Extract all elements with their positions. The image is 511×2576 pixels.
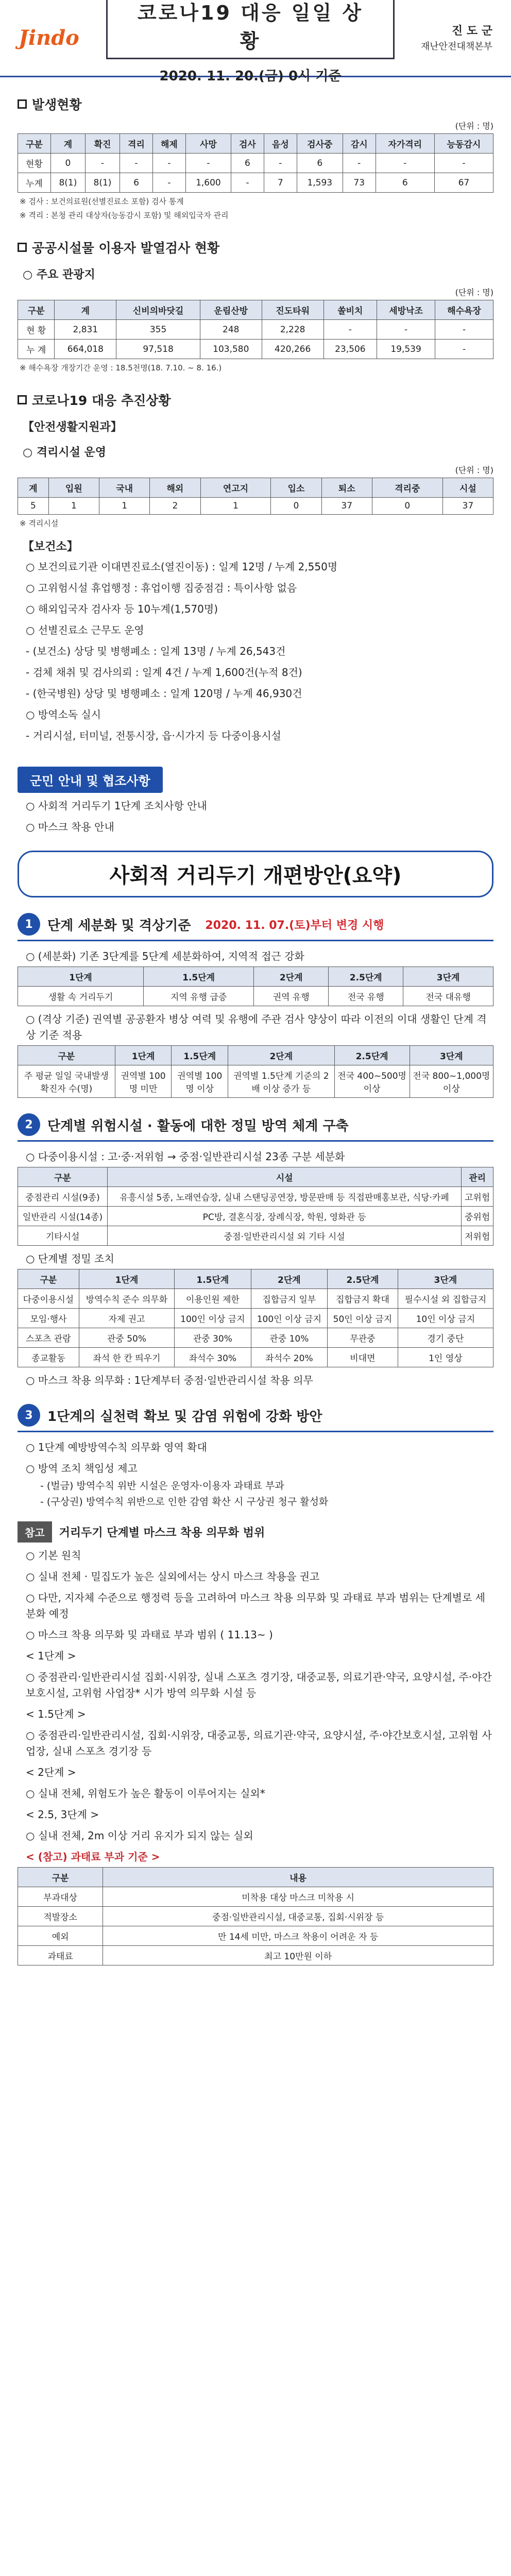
table-cell: 좌석수 20%	[251, 1348, 328, 1367]
list-item: ○ 보건의료기관 이대면진료소(열진이동) : 일계 12명 / 누계 2,550명	[26, 561, 338, 573]
criteria-table	[18, 1045, 493, 1098]
logo-text: Jindo	[19, 26, 79, 50]
table-header-cell: 구분	[18, 1167, 108, 1187]
step-line: - (벌금) 방역수칙 위반 시설은 운영자·이용자 과태료 부과	[40, 1480, 284, 1492]
table-cell: 방역수칙 준수 의무화	[79, 1289, 174, 1309]
table-cell: 2,831	[55, 320, 116, 340]
step-2-header	[18, 1113, 493, 1142]
table-header-cell: 계	[55, 300, 116, 320]
table-cell: 1	[99, 498, 149, 515]
table-cell: 6	[376, 173, 434, 193]
table-header-cell: 3단계	[398, 1269, 493, 1289]
table-header-cell: 구분	[18, 1269, 79, 1289]
table-row	[18, 1328, 493, 1348]
table-cell: 현 황	[18, 320, 55, 340]
table-note: ※ 격리시설	[20, 519, 59, 528]
table-cell: 고위험	[462, 1187, 493, 1207]
step-title: 1단계의 실천력 확보 및 감염 위험에 강화 방안	[47, 1409, 322, 1425]
table-cell: 전국 800~1,000명 이상	[410, 1065, 493, 1098]
table-header-cell: 입원	[48, 478, 99, 498]
table-cell: 권역별 1.5단계 기준의 2배 이상 증가 등	[228, 1065, 334, 1098]
table-cell: 비대면	[328, 1348, 398, 1367]
table-cell: 97,518	[116, 340, 200, 359]
list-item: ○ 방역소독 실시	[26, 708, 101, 721]
step-line: ○ 방역 조치 책임성 제고	[26, 1462, 138, 1475]
step-number: 2	[18, 1113, 40, 1136]
notice-list	[0, 798, 511, 835]
step-effective-date: 2020. 11. 07.(토)부터 변경 시행	[205, 919, 384, 932]
table-header-cell: 구분	[18, 300, 55, 320]
table-cell: 355	[116, 320, 200, 340]
step-1-body	[0, 948, 511, 1098]
list-item: < 2단계 >	[26, 1766, 76, 1778]
jindo-logo	[19, 26, 106, 50]
table-cell: 자제 권고	[79, 1309, 174, 1328]
section-heading	[18, 238, 493, 257]
table-header-cell: 해제	[152, 134, 185, 154]
table-cell: 23,506	[323, 340, 377, 359]
table-header-cell: 2.5단계	[334, 1046, 410, 1065]
table-cell: 10인 이상 금지	[398, 1309, 493, 1328]
table-cell: 지역 유행 급증	[143, 987, 253, 1006]
step-line: ○ 단계별 정밀 조치	[26, 1252, 114, 1265]
table-cell: -	[343, 154, 376, 173]
table-row	[18, 1945, 493, 1965]
table-cell: 주 평균 일일 국내발생 확진자 수(명)	[18, 1065, 115, 1098]
list-item: < 2.5, 3단계 >	[26, 1808, 99, 1821]
table-cell: 전국 400~500명 이상	[334, 1065, 410, 1098]
table-cell: 1인 영상	[398, 1348, 493, 1367]
table-cell: 다중이용시설	[18, 1289, 79, 1309]
org-sub: 재난안전대책본부	[420, 41, 492, 52]
section-title: 코로나19 대응 추진상황	[32, 393, 171, 408]
table-cell: 37	[442, 498, 493, 515]
table-cell: 전국 유행	[329, 987, 403, 1006]
table-header-cell: 검사중	[297, 134, 343, 154]
table-cell: 경기 중단	[398, 1328, 493, 1348]
table-header-cell: 1.5단계	[143, 967, 253, 987]
table-cell: 무관중	[328, 1328, 398, 1348]
table-row	[18, 154, 493, 173]
tourist-table	[18, 300, 493, 359]
report-date: 2020. 11. 20.(금) 0시 기준	[159, 69, 342, 84]
table-header-cell: 시설	[108, 1167, 462, 1187]
step-3-body	[0, 1439, 511, 1965]
list-item: < 1.5단계 >	[26, 1707, 86, 1720]
list-item: ○ 선별진료소 근무도 운영	[26, 624, 144, 636]
step-line: ○ (세분화) 기존 3단계를 5단계 세분화하여, 지역적 접근 강화	[26, 950, 304, 962]
table-cell: -	[435, 340, 493, 359]
step-title: 단계별 위험시설 · 활동에 대한 정밀 방역 체계 구축	[47, 1118, 349, 1134]
table-header-cell: 운림산방	[200, 300, 262, 320]
list-item: - 검체 채취 및 검사의뢰 : 일계 4건 / 누계 1,600건(누적 8건)	[26, 666, 302, 679]
table-cell: 중점·일반관리시설, 대중교통, 집회·시위장 등	[103, 1906, 493, 1926]
list-item: ○ 실내 전체, 위험도가 높은 활동이 이루어지는 실외*	[26, 1787, 265, 1800]
table-cell: 1,600	[185, 173, 231, 193]
table-row	[18, 1887, 493, 1906]
table-cell: 103,580	[200, 340, 262, 359]
table-note: ※ 검사 : 보건의료원(선별진료소 포함) 검사 통계	[20, 197, 184, 206]
table-cell: 6	[231, 154, 264, 173]
table-cell: 최고 10만원 이하	[103, 1945, 493, 1965]
table-cell: 73	[343, 173, 376, 193]
table-header-cell: 1단계	[115, 1046, 172, 1065]
section-heading	[18, 391, 493, 409]
unit-label: (단위 : 명)	[455, 287, 493, 297]
table-cell: 중점관리 시설(9종)	[18, 1187, 108, 1207]
square-bullet-icon	[18, 99, 27, 109]
table-header-cell: 사망	[185, 134, 231, 154]
table-cell: 저위험	[462, 1226, 493, 1246]
table-cell: 50인 이상 금지	[328, 1309, 398, 1328]
table-cell: 부과대상	[18, 1887, 103, 1906]
table-header-cell: 해수욕장	[435, 300, 493, 320]
report-header	[0, 0, 511, 84]
list-item: ○ 마스크 착용 안내	[26, 821, 114, 833]
list-item: ○ 실내 전체 · 밀집도가 높은 실외에서는 상시 마스크 착용을 권고	[26, 1570, 320, 1583]
table-row	[18, 1348, 493, 1367]
table-row	[18, 1207, 493, 1226]
table-header-cell: 구분	[18, 1046, 115, 1065]
table-cell: -	[434, 154, 493, 173]
table-cell: -	[323, 320, 377, 340]
square-bullet-icon	[18, 243, 27, 252]
step-3-header	[18, 1404, 493, 1432]
section-response	[0, 391, 511, 744]
list-item: ○ 해외입국자 검사자 등 10누계(1,570명)	[26, 603, 218, 615]
table-row	[18, 320, 493, 340]
table-cell: 이용인원 제한	[175, 1289, 251, 1309]
table-header-cell: 1단계	[18, 967, 144, 987]
list-item: ○ 마스크 착용 의무화 및 과태료 부과 범위 ( 11.13~ )	[26, 1628, 273, 1641]
org-block	[395, 23, 492, 54]
table-header-cell: 연고지	[200, 478, 271, 498]
table-cell: 6	[297, 154, 343, 173]
reference-tag: 참고	[18, 1521, 52, 1543]
table-cell: 6	[120, 173, 153, 193]
table-cell: -	[85, 154, 120, 173]
header-center	[106, 0, 395, 84]
table-cell: 5	[18, 498, 49, 515]
table-header-cell: 1단계	[79, 1269, 174, 1289]
table-cell: 8(1)	[85, 173, 120, 193]
list-item: ○ 실내 전체, 2m 이상 거리 유지가 되지 않는 실외	[26, 1829, 253, 1842]
table-cell: 관중 50%	[79, 1328, 174, 1348]
table-cell: 스포츠 관람	[18, 1328, 79, 1348]
table-header-cell: 능동감시	[434, 134, 493, 154]
table-row	[18, 1187, 493, 1207]
table-cell: -	[120, 154, 153, 173]
table-cell: 37	[321, 498, 372, 515]
org-name: 진 도 군	[451, 24, 492, 38]
step-line: ○ 1단계 예방방역수칙 의무화 영역 확대	[26, 1441, 207, 1453]
table-header-cell: 2.5단계	[329, 967, 403, 987]
table-cell: 종교활동	[18, 1348, 79, 1367]
table-cell: -	[152, 173, 185, 193]
table-cell: 중위험	[462, 1207, 493, 1226]
step-1-header	[18, 913, 493, 941]
table-header-cell: 진도타워	[262, 300, 323, 320]
page-title: 코로나19 대응 일일 상황	[106, 0, 395, 59]
table-cell: 1	[48, 498, 99, 515]
table-cell: 권역 유행	[254, 987, 329, 1006]
table-header-cell: 퇴소	[321, 478, 372, 498]
table-header-cell: 2단계	[254, 967, 329, 987]
table-cell: 유흥시설 5종, 노래연습장, 실내 스탠딩공연장, 방문판매 등 직접판매홍보관, 식당·카페	[108, 1187, 462, 1207]
table-header-cell: 검사	[231, 134, 264, 154]
table-header-cell: 입소	[271, 478, 321, 498]
table-cell: 필수시설 외 집합금지	[398, 1289, 493, 1309]
table-cell: 일반관리 시설(14종)	[18, 1207, 108, 1226]
table-header-cell: 내용	[103, 1867, 493, 1887]
table-header-cell: 1.5단계	[175, 1269, 251, 1289]
table-header-cell: 세방낙조	[377, 300, 435, 320]
stage-table	[18, 967, 493, 1006]
table-row	[18, 1226, 493, 1246]
table-cell: 전국 대유행	[403, 987, 493, 1006]
table-cell: 관중 30%	[175, 1328, 251, 1348]
unit-label: (단위 : 명)	[455, 121, 493, 131]
table-cell: 예외	[18, 1926, 103, 1945]
table-row	[18, 1309, 493, 1328]
table-cell: 관중 10%	[251, 1328, 328, 1348]
fine-title: < (참고) 과태료 부과 기준 >	[26, 1850, 160, 1863]
table-header-cell: 격리	[120, 134, 153, 154]
dept-heading: 【보건소】	[23, 540, 78, 553]
table-header-cell: 국내	[99, 478, 149, 498]
table-header-cell: 계	[50, 134, 85, 154]
table-header-cell: 2단계	[228, 1046, 334, 1065]
table-cell: 적발장소	[18, 1906, 103, 1926]
list-item: ○ 중점관리·일반관리시설 집회·시위장, 실내 스포츠 경기장, 대중교통, 의료기관·약국, 요양시설, 주·야간보호시설, 고위험 사업장* 시가 방역 의무화 시설 등	[26, 1670, 492, 1699]
table-cell: 기타시설	[18, 1226, 108, 1246]
table-cell: 0	[50, 154, 85, 173]
table-row	[18, 1906, 493, 1926]
step-number: 1	[18, 913, 40, 936]
list-item: - (보건소) 상당 및 병행폐소 : 일계 13명 / 누계 26,543건	[26, 645, 286, 657]
table-note: ※ 해수욕장 개장기간 운영 : 18.5천명(18. 7.10. ~ 8. 16.)	[20, 363, 222, 372]
table-note: ※ 격리 : 본청 관리 대상자(능동감시 포함) 및 해외입국자 관리	[20, 211, 229, 220]
list-item: ○ 기본 원칙	[26, 1549, 81, 1562]
list-item: ○ 다만, 지자체 수준으로 행정력 등을 고려하여 마스크 착용 의무화 및 과태료 부과 범위는 단계별로 세분화 예정	[26, 1591, 485, 1620]
table-header-cell: 신비의바닷길	[116, 300, 200, 320]
table-cell: 미착용 대상 마스크 미착용 시	[103, 1887, 493, 1906]
square-bullet-icon	[18, 395, 27, 404]
table-cell: 만 14세 미만, 마스크 착용이 어려운 자 등	[103, 1926, 493, 1945]
unit-label: (단위 : 명)	[455, 465, 493, 475]
table-cell: 248	[200, 320, 262, 340]
table-header-cell: 3단계	[410, 1046, 493, 1065]
table-header-cell: 시설	[442, 478, 493, 498]
table-cell: 권역별 100명 이상	[172, 1065, 228, 1098]
table-cell: 67	[434, 173, 493, 193]
table-header-cell: 3단계	[403, 967, 493, 987]
table-row	[18, 1289, 493, 1309]
table-cell: 420,266	[262, 340, 323, 359]
table-header-cell: 구분	[18, 1867, 103, 1887]
dept-heading: 【안전생활지원과】	[23, 421, 122, 434]
table-header-cell: 감시	[343, 134, 376, 154]
table-cell: -	[185, 154, 231, 173]
step-2-body	[0, 1149, 511, 1388]
table-cell: 집합금지 일부	[251, 1289, 328, 1309]
table-cell: PC방, 결혼식장, 장례식장, 학원, 영화관 등	[108, 1207, 462, 1226]
table-cell: 중점·일반관리시설 외 기타 시설	[108, 1226, 462, 1246]
table-cell: 집합금지 확대	[328, 1289, 398, 1309]
isolation-table	[18, 478, 493, 515]
table-cell: 1	[200, 498, 271, 515]
table-header-cell: 쏠비치	[323, 300, 377, 320]
distancing-title: 사회적 거리두기 개편방안(요약)	[18, 851, 493, 897]
table-header-cell: 계	[18, 478, 49, 498]
sub-heading: ○ 격리시설 운영	[23, 446, 107, 459]
table-row	[18, 340, 493, 359]
table-row	[18, 1926, 493, 1945]
step-line: ○ (격상 기준) 권역별 공공환자 병상 여력 및 유행에 주관 검사 양상이 따라 이전의 이대 생활인 단계 격상 기준 적용	[26, 1013, 487, 1041]
table-cell: 생활 속 거리두기	[18, 987, 144, 1006]
table-cell: -	[231, 173, 264, 193]
table-cell: 현황	[18, 154, 51, 173]
list-item: - (한국병원) 상당 및 병행폐소 : 일계 120명 / 누계 46,930건	[26, 687, 302, 700]
table-header-cell: 2.5단계	[328, 1269, 398, 1289]
table-cell: -	[376, 154, 434, 173]
table-header-cell: 음성	[264, 134, 297, 154]
measures-table	[18, 1269, 493, 1367]
section-title: 공공시설물 이용자 발열검사 현황	[32, 241, 220, 256]
reference-header	[18, 1521, 493, 1543]
table-cell: -	[264, 154, 297, 173]
list-item: ○ 중점관리·일반관리시설, 집회·시위장, 대중교통, 의료기관·약국, 요양시설, 주·야간보호시설, 고위험 사업장, 실내 스포츠 경기장 등	[26, 1728, 492, 1757]
occurrence-table	[18, 133, 493, 193]
table-cell: 누계	[18, 173, 51, 193]
table-cell: 2	[150, 498, 200, 515]
table-header-cell: 관리	[462, 1167, 493, 1187]
facility-table	[18, 1167, 493, 1246]
table-cell: 좌석수 30%	[175, 1348, 251, 1367]
table-cell: 100인 이상 금지	[251, 1309, 328, 1328]
list-item: < 1단계 >	[26, 1649, 76, 1662]
section-heading	[18, 95, 493, 113]
notice-banner: 군민 안내 및 협조사항	[18, 767, 163, 793]
table-cell: 0	[372, 498, 442, 515]
table-header-cell: 구분	[18, 134, 51, 154]
fine-table	[18, 1867, 493, 1965]
step-line: ○ 마스크 착용 의무화 : 1단계부터 중점·일반관리시설 착용 의무	[26, 1374, 313, 1386]
table-row	[18, 173, 493, 193]
table-header-cell: 1.5단계	[172, 1046, 228, 1065]
table-cell: 과태료	[18, 1945, 103, 1965]
sub-heading: ○ 주요 관광지	[23, 268, 95, 281]
step-number: 3	[18, 1404, 40, 1427]
table-header-cell: 확진	[85, 134, 120, 154]
table-header-cell: 2단계	[251, 1269, 328, 1289]
table-cell: 좌석 한 칸 띄우기	[79, 1348, 174, 1367]
table-cell: 7	[264, 173, 297, 193]
section-fever-check	[0, 238, 511, 373]
step-title: 단계 세분화 및 격상기준	[47, 918, 191, 934]
list-item: ○ 사회적 거리두기 1단계 조치사항 안내	[26, 800, 207, 812]
table-header-cell: 자가격리	[376, 134, 434, 154]
table-cell: 권역별 100명 미만	[115, 1065, 172, 1098]
table-cell: 모임·행사	[18, 1309, 79, 1328]
table-cell: 0	[271, 498, 321, 515]
list-item: - 거리시설, 터미널, 전통시장, 읍·시가지 등 다중이용시설	[26, 730, 281, 742]
table-cell: 누 계	[18, 340, 55, 359]
table-cell: 664,018	[55, 340, 116, 359]
section-title: 발생현황	[32, 97, 82, 112]
table-cell: 2,228	[262, 320, 323, 340]
table-cell: 1,593	[297, 173, 343, 193]
section-occurrence	[0, 95, 511, 221]
reference-title: 거리두기 단계별 마스크 착용 의무화 범위	[59, 1526, 265, 1539]
table-cell: 8(1)	[50, 173, 85, 193]
table-cell: -	[377, 320, 435, 340]
table-cell: 19,539	[377, 340, 435, 359]
table-cell: -	[152, 154, 185, 173]
table-cell: 100인 이상 금지	[175, 1309, 251, 1328]
table-header-cell: 해외	[150, 478, 200, 498]
table-header-cell: 격리중	[372, 478, 442, 498]
list-item: ○ 고위험시설 휴업행정 : 휴업이행 집중점검 : 특이사항 없음	[26, 582, 297, 594]
step-line: - (구상권) 방역수칙 위반으로 인한 감염 확산 시 구상권 청구 활성화	[40, 1496, 329, 1508]
table-cell: -	[435, 320, 493, 340]
step-line: ○ 다중이용시설 : 고·중·저위험 → 중점·일반관리시설 23종 구분 세분화	[26, 1150, 345, 1163]
